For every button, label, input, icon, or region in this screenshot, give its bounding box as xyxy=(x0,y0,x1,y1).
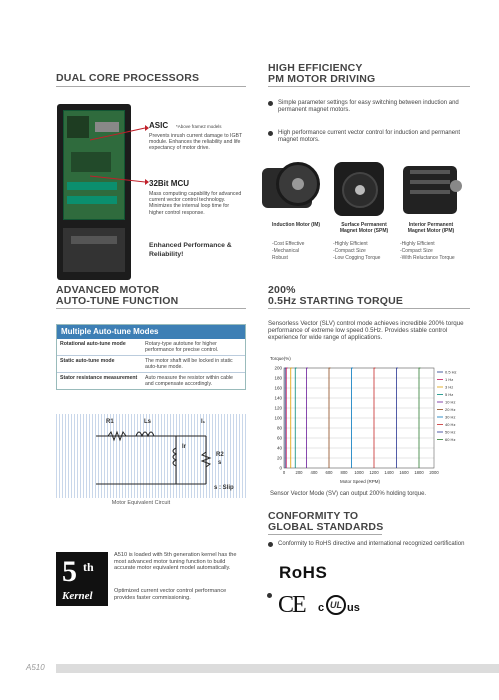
feature-item: -With Reluctance Torque xyxy=(400,255,455,261)
feature-item: -Mechanical xyxy=(272,248,299,254)
x-tick-label: 400 xyxy=(310,470,318,475)
ls-label: Ls xyxy=(144,419,152,425)
motor-name-spm: Surface Permanent Magnet Motor (SPM) xyxy=(339,222,389,234)
i1-label: I₁ xyxy=(201,419,206,425)
cul-logo xyxy=(318,592,372,618)
autotune-title-line1: ADVANCED MOTOR xyxy=(56,284,160,296)
mode-name: Stator resistance measurement xyxy=(60,375,138,381)
legend-entry: 40 Hz xyxy=(445,422,456,427)
conformity-title-line1: CONFORMITY TO xyxy=(268,510,359,522)
motor-equivalent-circuit xyxy=(56,414,246,498)
y-tick-label: 0 xyxy=(279,465,282,471)
conformity-rule xyxy=(268,534,382,535)
x-tick-label: 1400 xyxy=(384,470,394,475)
y-tick-label: 200 xyxy=(274,365,282,371)
y-tick-label: 180 xyxy=(274,375,282,381)
autotune-table xyxy=(57,339,245,389)
x-tick-label: 1800 xyxy=(414,470,424,475)
mcu-label: 32Bit MCU xyxy=(149,179,190,188)
x-tick-label: 800 xyxy=(340,470,348,475)
im-features xyxy=(272,241,304,262)
dual-core-title: DUAL CORE PROCESSORS xyxy=(56,72,200,84)
ce-logo: CE xyxy=(278,592,305,618)
torque-rule xyxy=(268,308,470,309)
asic-description: Prevents inrush current damage to IGBT module. Enhances the reliability and life expectancy of motor drive. xyxy=(149,133,243,152)
feature-item: -Highly Efficient xyxy=(400,241,435,247)
asic-note: *Above frame2 models xyxy=(176,124,222,129)
legend-entry: 0.5 Hz xyxy=(445,369,457,375)
table-row xyxy=(57,373,245,390)
autotune-box-title: Multiple Auto-tune Modes xyxy=(57,325,245,339)
feature-item: -Compact Size xyxy=(400,248,433,254)
torque-title-line1: 200% xyxy=(268,284,296,296)
legend-entry: 3 Hz xyxy=(445,384,454,390)
torque-title-line2: 0.5Hz STARTING TORQUE xyxy=(268,295,404,307)
mode-name: Static auto-tune mode xyxy=(57,356,142,373)
legend-entry: 1 Hz xyxy=(445,377,454,382)
y-tick-label: 80 xyxy=(276,425,282,431)
torque-description: Sensorless Vector (SLV) control mode achieves incredible 200% torque performance of extreme low speed 0.5Hz. Provides stable control experience for wide range of applications. xyxy=(268,320,464,342)
table-row xyxy=(57,356,245,373)
y-tick-label: 40 xyxy=(276,445,282,451)
ipm-features xyxy=(400,241,455,262)
conformity-bullet-text: Conformity to RoHS directive and international recognized certification xyxy=(278,541,465,547)
y-tick-label: 100 xyxy=(274,415,282,421)
legend-entry: 60 Hz xyxy=(445,437,456,442)
ul-circle-icon: UL xyxy=(326,595,346,615)
x-tick-label: 2000 xyxy=(429,470,439,475)
x-tick-label: 1200 xyxy=(369,470,379,475)
kernel-word: Kernel xyxy=(62,590,93,602)
slip-label: s : Slip xyxy=(214,485,234,491)
torque-caption: Sensor Vector Mode (SV) can output 200% holding torque. xyxy=(270,491,427,497)
mode-desc: Rotary-type autotune for higher performance for precise control. xyxy=(142,339,245,356)
chart-ylabel: Torque(%) xyxy=(270,356,291,361)
mode-desc: The motor shaft will be locked in static auto-tune mode. xyxy=(142,356,245,373)
autotune-rule xyxy=(56,308,246,309)
mcu-description: Mass computing capability for advanced current vector control technology. Minimizes the internal loop time for higher control response. xyxy=(149,191,242,216)
feature-item: Robust xyxy=(272,255,288,261)
motor-name-ipm: Interior Permanent Magnet Motor (IPM) xyxy=(407,222,455,234)
table-row xyxy=(57,339,245,356)
motor-name-im: Induction Motor (IM) xyxy=(272,222,321,228)
pm-motor-rule xyxy=(268,86,470,87)
dual-core-rule xyxy=(56,86,246,87)
x-tick-label: 200 xyxy=(295,470,303,475)
spm-features xyxy=(333,241,380,262)
x-tick-label: 1600 xyxy=(399,470,409,475)
kernel-badge xyxy=(56,552,108,606)
pm-bullet-2 xyxy=(268,130,468,144)
bullet-dot-icon xyxy=(267,593,272,598)
x-tick-label: 600 xyxy=(325,470,333,475)
kernel-description-1: A510 is loaded with 5th generation kernel has the most advanced motor tuning function to build accurate motor equivalent model automatically. xyxy=(114,552,237,572)
y-tick-label: 140 xyxy=(274,395,282,401)
ir-label: Ir xyxy=(182,444,187,450)
asic-label: ASIC xyxy=(149,121,169,130)
torque-chart xyxy=(268,364,468,478)
kernel-description-2: Optimized current vector control performance provides faster commissioning. xyxy=(114,588,227,601)
legend-entry: 30 Hz xyxy=(445,414,456,420)
rohs-logo: RoHS xyxy=(279,563,328,582)
pm-motor-title-line1: HIGH EFFICIENCY xyxy=(268,62,363,74)
legend-entry: 10 Hz xyxy=(445,399,456,405)
r2-divisor-label: s xyxy=(218,460,222,466)
mode-name: Rotational auto-tune mode xyxy=(57,339,142,356)
mode-desc: Auto measure the resistor within cable and compensate accordingly. xyxy=(145,375,233,387)
callout-arrows xyxy=(90,120,150,190)
legend-entry: 5 Hz xyxy=(445,392,454,397)
y-tick-label: 120 xyxy=(274,405,282,411)
pm-bullet-1-text: Simple parameter settings for easy switching between induction and permanent magnet motors. xyxy=(278,100,459,113)
legend-entry: 20 Hz xyxy=(445,407,456,412)
cul-us: us xyxy=(347,602,360,614)
r2-label: R2 xyxy=(216,452,224,458)
y-tick-label: 60 xyxy=(276,435,282,441)
bullet-dot-icon xyxy=(268,131,273,136)
chart-xlabel: Motor Speed (RPM) xyxy=(340,479,381,484)
pm-bullet-1 xyxy=(268,100,468,114)
bullet-dot-icon xyxy=(268,542,273,547)
footer-bar xyxy=(56,664,499,673)
autotune-title-line2: AUTO-TUNE FUNCTION xyxy=(56,295,179,307)
page-label: A510 xyxy=(26,663,45,672)
cul-c: c xyxy=(318,602,325,614)
conformity-bullet xyxy=(268,541,468,548)
y-tick-label: 160 xyxy=(274,385,282,391)
feature-item: -Highly Efficient xyxy=(333,241,368,247)
enhanced-performance: Enhanced Performance & Reliability! xyxy=(149,242,232,258)
legend-entry: 50 Hz xyxy=(445,429,456,435)
pm-bullet-2-text: High performance current vector control for induction and permanent magnet motors. xyxy=(278,130,461,143)
x-tick-label: 1000 xyxy=(354,470,364,475)
x-tick-label: 0 xyxy=(282,470,286,475)
kernel-number: 5 xyxy=(62,555,77,588)
feature-item: -Cost Effective xyxy=(272,241,305,247)
bullet-dot-icon xyxy=(268,101,273,106)
r1-label: R1 xyxy=(106,419,114,425)
autotune-modes-box xyxy=(56,324,246,390)
y-tick-label: 20 xyxy=(276,455,282,461)
kernel-suffix: th xyxy=(83,560,94,574)
circuit-caption: Motor Equivalent Circuit xyxy=(111,500,171,506)
feature-item: -Low Cogging Torque xyxy=(333,255,381,261)
feature-item: -Compact Size xyxy=(333,248,366,254)
pm-motor-title-line2: PM MOTOR DRIVING xyxy=(268,73,376,85)
conformity-title-line2: GLOBAL STANDARDS xyxy=(268,521,384,533)
